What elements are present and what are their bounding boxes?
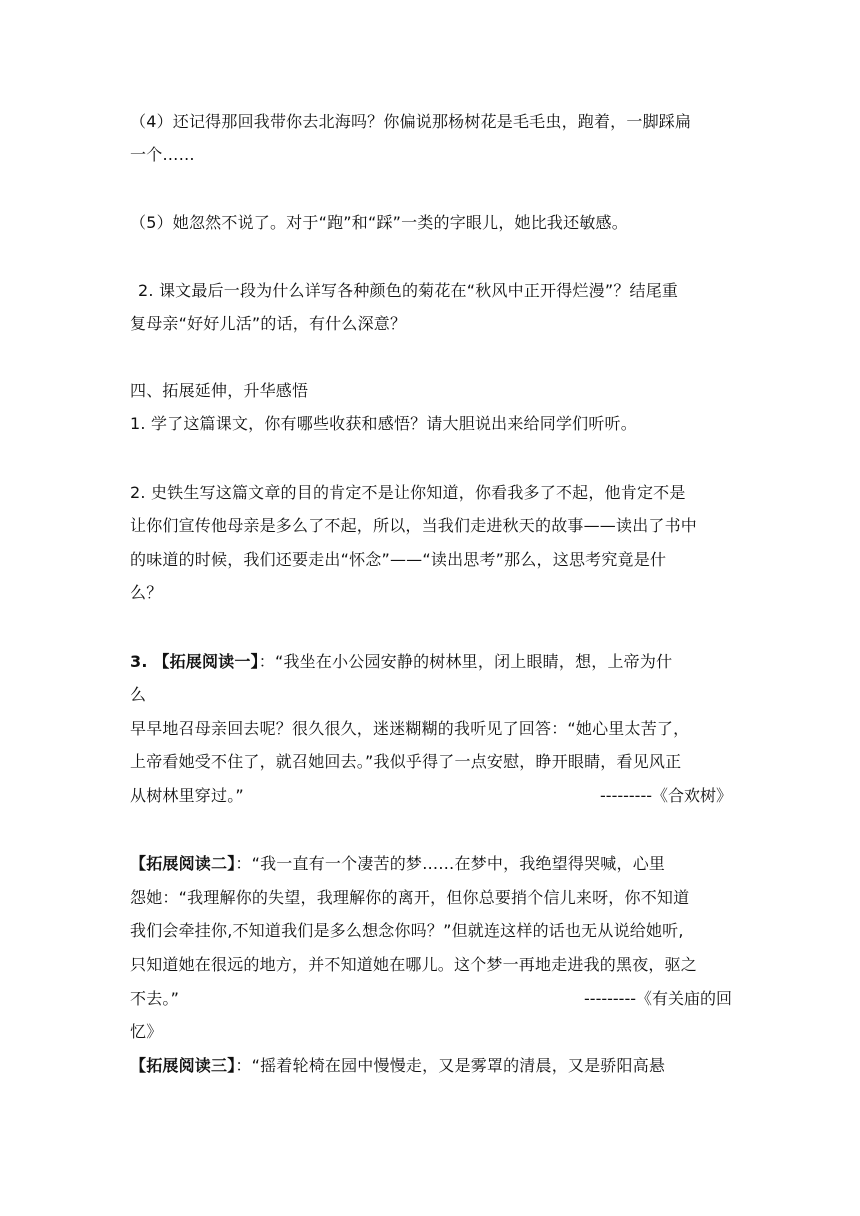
section4-item2-line2: 让你们宣传他母亲是多么了不起，所以，当我们走进秋天的故事——读出了书中 [130, 516, 698, 535]
reading3-line1 [130, 1055, 665, 1077]
q2-line1: 2. 课文最后一段为什么详写各种颜色的菊花在“秋风中正开得烂漫”？结尾重 [138, 281, 679, 300]
reading1-source: ---------《合欢树》 [600, 786, 732, 805]
reading1-line1-text: ：“我坐在小公园安静的树林里，闭上眼睛，想，上帝为什 [258, 652, 673, 671]
q4-line2: 一个…… [130, 145, 195, 164]
section4-item2-line3: 的味道的时候，我们还要走出“怀念”——“读出思考”那么，这思考究竟是什 [130, 550, 667, 569]
reading2-line5: 不去。” [130, 989, 180, 1008]
reading1-line4: 上帝看她受不住了，就召她回去。”我似乎得了一点安慰，睁开眼睛，看见风正 [130, 752, 682, 771]
q2-line2: 复母亲“好好儿活”的话，有什么深意？ [130, 314, 407, 333]
q4-line1: （4）还记得那回我带你去北海吗？你偏说那杨树花是毛毛虫，跑着，一脚踩扁 [130, 112, 692, 131]
reading2-label: 【拓展阅读二】 [130, 854, 236, 873]
reading2-line1-text: ：“我一直有一个凄苦的梦……在梦中，我绝望得哭喊，心里 [235, 854, 666, 873]
reading1-label: 3. 【拓展阅读一】 [130, 652, 259, 671]
q5-line: （5）她忽然不说了。对于“跑”和“踩”一类的字眼儿，她比我还敏感。 [130, 213, 628, 232]
reading1-line5: 从树林里穿过。” [130, 786, 244, 805]
section4-item2-line4: 么？ [130, 583, 163, 602]
section4-heading: 四、拓展延伸，升华感悟 [130, 381, 309, 400]
reading3-label: 【拓展阅读三】 [130, 1056, 236, 1075]
reading2-line4: 只知道她在很远的地方，并不知道她在哪儿。这个梦一再地走进我的黑夜，驱之 [130, 955, 698, 974]
section4-item1: 1. 学了这篇课文，你有哪些收获和感悟？请大胆说出来给同学们听听。 [130, 414, 637, 433]
section4-item2-line1: 2. 史铁生写这篇文章的目的肯定不是让你知道，你看我多了不起，他肯定不是 [130, 483, 686, 502]
reading2-source: ---------《有关庙的回 [584, 989, 732, 1008]
reading2-line2: 怨她：“我理解你的失望，我理解你的离开，但你总要捎个信儿来呀，你不知道 [130, 888, 690, 907]
reading3-line1-text: ：“摇着轮椅在园中慢慢走，又是雾罩的清晨，又是骄阳高悬 [235, 1056, 666, 1075]
reading2-source-end: 忆》 [130, 1022, 163, 1041]
reading2-line3: 我们会牵挂你,不知道我们是多么想念你吗？”但就连这样的话也无从说给她听, [130, 921, 684, 940]
reading1-line3: 早早地召母亲回去呢？很久很久，迷迷糊糊的我听见了回答：“她心里太苦了， [130, 719, 690, 738]
reading2-line1 [130, 853, 665, 875]
reading1-line1 [130, 651, 672, 673]
reading1-line2: 么 [130, 685, 147, 704]
